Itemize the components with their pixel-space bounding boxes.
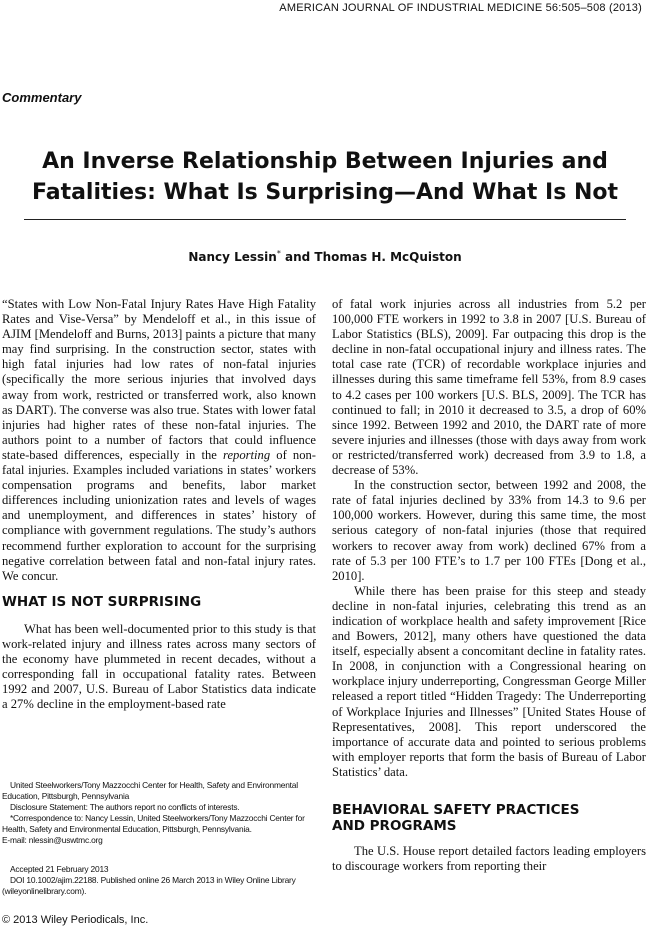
footnote-doi: DOI 10.1002/ajim.22188. Published online 26 March 2013 in Wiley Online Library (wileyonlinelibrary.com). — [2, 875, 296, 896]
heading-behavioral-line-2: AND PROGRAMS — [332, 818, 457, 834]
intro-emphasis: reporting — [223, 447, 271, 462]
heading-behavioral-line-1: BEHAVIORAL SAFETY PRACTICES — [332, 802, 580, 818]
title-line-1: An Inverse Relationship Between Injuries and — [42, 149, 608, 174]
running-head: AMERICAN JOURNAL OF INDUSTRIAL MEDICINE 56:505–508 (2013) — [279, 2, 642, 14]
right-column — [332, 297, 646, 874]
footnote-disclosure: Disclosure Statement: The authors report no conflicts of interests. — [10, 802, 240, 812]
paragraph-right-3: While there has been praise for this steep and steady decline in non-fatal injuries, celebrating this trend as an indication of workplace health and safety improvement [Rice and Bowers, 2012], many others have questioned the data itself, especially absent a concomitant decline in fatality rates. In 2008, in conjunction with a Congressional hearing on workplace injury underreporting, Congressman George Miller released a report titled “Hidden Tragedy: The Underreporting of Workplace Injuries and Illnesses” [United States House of Representatives, 2008]. This report underscored the importance of accurate data and pointed to serious problems with employer reports that form the basis of Bureau of Labor Statistics’ data. — [332, 583, 646, 779]
author-nancy-lessin: Nancy Lessin — [188, 250, 277, 264]
author-line — [0, 249, 650, 264]
footnote-correspondence: *Correspondence to: Nancy Lessin, United Steelworkers/Tony Mazzocchi Center for Health, Safety and Environmental Education, Pittsburgh, Pennsylvania. — [2, 813, 305, 834]
left-column — [2, 297, 316, 712]
paragraph-right-1: of fatal work injuries across all industries from 5.2 per 100,000 FTE workers in 1992 to 3.8 in 2007 [U.S. Bureau of Labor Statistics (BLS), 2009]. Far outpacing this drop is the decline in non-fatal occupational injury and illness rates. The total case rate (TCR) of recordable workplace injuries and illnesses during this same timeframe fell 53%, from 8.9 cases to 4.2 cases per 100 workers [U.S. BLS, 2009]. The TCR has continued to fall; in 2010 it decreased to 3.5, a drop of 60% since 1992. Between 1992 and 2010, the DART rate of more severe injuries and illnesses (those with days away from work or restricted/transferred work) decreased from 3.9 to 1.8, a decrease of 53%. — [332, 297, 646, 478]
intro-text-a: “States with Low Non-Fatal Injury Rates Have High Fatality Rates and Vise-Versa” by Mendeloff et al., in this issue of AJIM [Mendeloff and Burns, 2013] paints a picture that many may find surprising. In the construction sector, states with high fatal injuries had low rates of non-fatal injuries (specifically the more serious injuries that involved days away from work, restricted or transferred work, also known as DART). The converse was also true. States with lower fatal injuries had higher rates of these non-fatal injuries. The authors point to a number of factors that could influence state-based differences, especially in the — [2, 297, 316, 462]
title-divider — [24, 219, 626, 220]
intro-text-b: of non-fatal injuries. Examples included variations in states’ workers compensation programs and benefits, labor market differences including unionization rates and levels of wages and unemployment, and differences in states’ history of compliance with government regulations. The study’s authors recommend further exploration to account for the surprising negative correlation between fatal and non-fatal injury rates. We concur. — [2, 447, 317, 583]
paragraph-right-2: In the construction sector, between 1992 and 2008, the rate of fatal injuries declined by 33% from 14.3 to 9.6 per 100,000 workers. However, during this same time, the most serious category of non-fatal injuries (those that required workers to recover away from work) declined 67% from a rate of 5.3 per 100 FTE’s to 1.7 per 100 FTEs [Dong et al., 2010]. — [332, 478, 646, 583]
paragraph-right-4: The U.S. House report detailed factors leading employers to discourage workers from reporting their — [332, 844, 646, 874]
intro-paragraph — [2, 297, 316, 584]
footnote-affiliation-block — [2, 780, 316, 846]
author-thomas-mcquiston: and Thomas H. McQuiston — [280, 250, 462, 264]
article-title — [0, 146, 650, 208]
correspondence-mark: * — [276, 249, 281, 258]
footnote-accepted: Accepted 21 February 2013 — [10, 864, 109, 874]
section-label: Commentary — [2, 90, 82, 105]
paragraph-left-2: What has been well-documented prior to this study is that work-related injury and illness rates across many sectors of the economy have plummeted in recent decades, without a corresponding fall in occupational fatality rates. Between 1992 and 2007, U.S. Bureau of Labor Statistics data indicate a 27% decline in the employment-based rate — [2, 621, 316, 712]
footnote-publication-block — [2, 864, 316, 897]
copyright-notice: © 2013 Wiley Periodicals, Inc. — [2, 914, 149, 926]
heading-what-is-not-surprising: WHAT IS NOT SURPRISING — [2, 593, 202, 610]
footnote-email: E-mail: nlessin@uswtmc.org — [2, 835, 103, 845]
footnote-affiliation: United Steelworkers/Tony Mazzocchi Center for Health, Safety and Environmental Education, Pittsburgh, Pennsylvania — [2, 780, 298, 801]
title-line-2: Fatalities: What Is Surprising—And What Is Not — [31, 180, 619, 205]
heading-behavioral-safety — [332, 802, 646, 834]
